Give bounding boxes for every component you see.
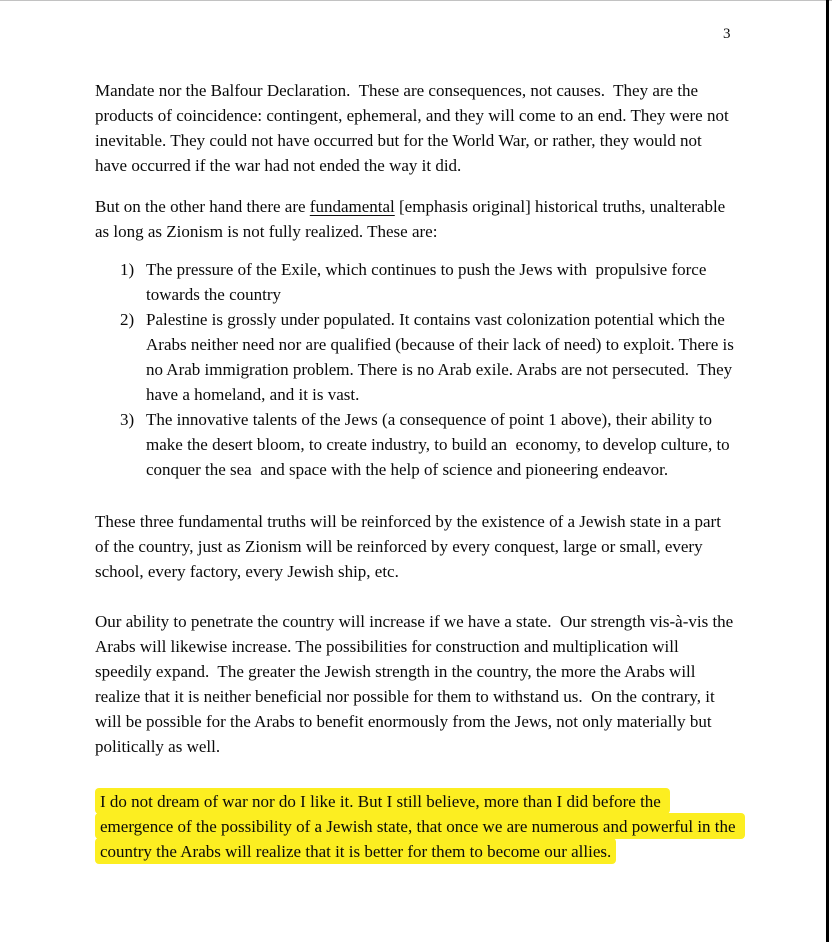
list-item-exile-pressure [120, 257, 736, 307]
numbered-list [95, 257, 739, 482]
list-item-1-marker: 1) [120, 260, 135, 279]
paragraph-fundamental-truths-before: But on the other hand there are [95, 197, 310, 216]
list-item-3-text: The innovative talents of the Jews (a consequence of point 1 above), their ability to make the desert bloom, to create industry, to build an economy, to develop culture, to conquer the sea and space with the help of science and pioneering endeavor. [146, 410, 734, 479]
paragraph-mandate-balfour: Mandate nor the Balfour Declaration. These are consequences, not causes. They are the products of coincidence: contingent, ephemeral, and they will come to an end. They were not inevitable. They could not have occurred but for the World War, or rather, they would not have occurred if the war had not ended the way it did. [95, 81, 733, 175]
paragraph-fundamental-truths [95, 194, 736, 244]
list-item-2-marker: 2) [120, 310, 135, 329]
underlined-word-fundamental: fundamental [309, 197, 395, 216]
list-item-3-marker: 3) [120, 410, 135, 429]
list-item-innovative-talents [120, 407, 736, 482]
highlighted-text: I do not dream of war nor do I like it. But I still believe, more than I did before the emergence of the possibility of a Jewish state, that once we are numerous and powerful in the country the Arabs will realize that it is better for them to become our allies. [95, 788, 745, 864]
list-item-2-text: Palestine is grossly under populated. It contains vast colonization potential which the Arabs neither need nor are qualified (because of their lack of need) to exploit. There is no Arab immigration problem. There is no Arab exile. Arabs are not persecuted. They have a homeland, and it is vast. [146, 310, 739, 404]
list-item-1-text: The pressure of the Exile, which continues to push the Jews with propulsive force towards the country [146, 260, 711, 304]
scan-top-edge-line [0, 0, 832, 1]
paragraph-highlighted-conclusion [95, 789, 740, 864]
list-item-palestine-underpopulated [120, 307, 739, 407]
page-content [95, 78, 740, 864]
paragraph-ability-to-penetrate: Our ability to penetrate the country will increase if we have a state. Our strength vis-à-vis the Arabs will likewise increase. The possibilities for construction and multiplication will speedily expand. The greater the Jewish strength in the country, the more the Arabs will realize that it is neither beneficial nor possible for them to withstand us. On the contrary, it will be possible for the Arabs to benefit enormously from the Jews, not only materially but politically as well. [95, 612, 737, 756]
page-number: 3 [723, 26, 731, 42]
paragraph-fundamental-truths-after: [emphasis original] historical truths, unalterable as long as Zionism is not fully realized. These are: [95, 197, 730, 241]
scan-right-edge-line [826, 0, 829, 942]
paragraph-three-truths-reinforced: These three fundamental truths will be reinforced by the existence of a Jewish state in a part of the country, just as Zionism will be reinforced by every conquest, large or small, every school, every factory, every Jewish ship, etc. [95, 512, 726, 581]
